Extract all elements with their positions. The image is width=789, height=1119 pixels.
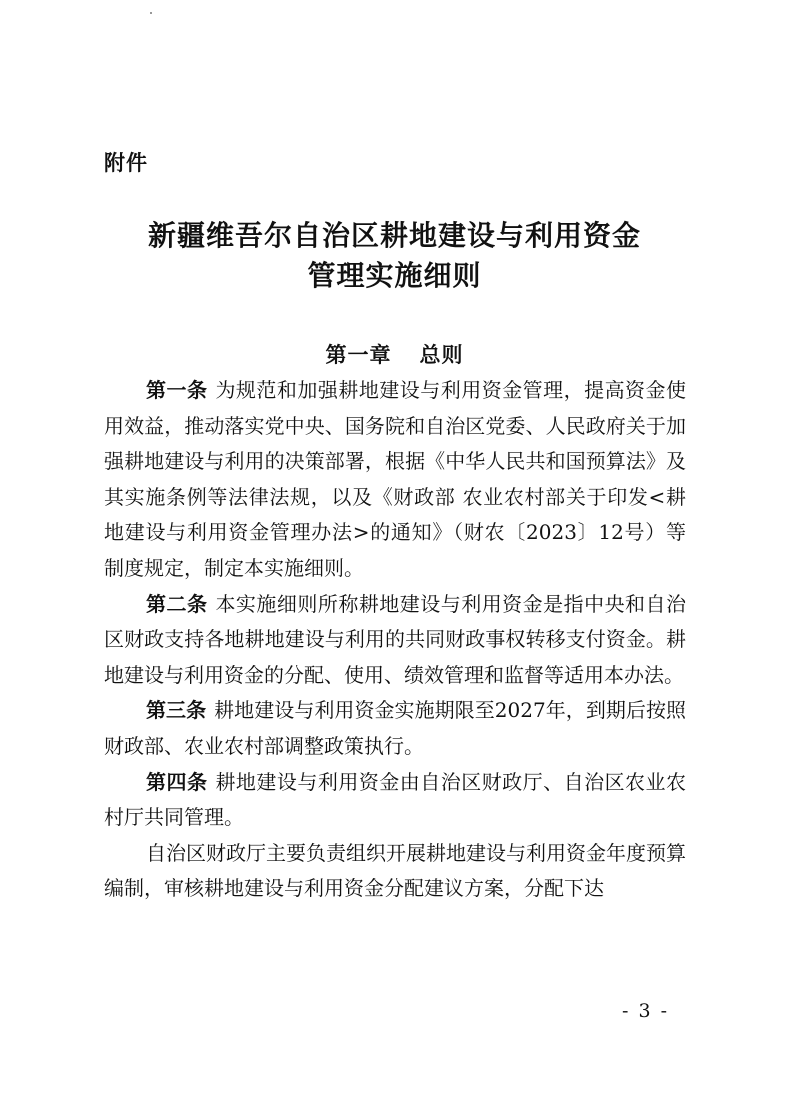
chapter-heading <box>60 339 729 369</box>
chapter-number: 第一章 <box>325 343 392 367</box>
article-paragraph <box>104 765 686 836</box>
document-title <box>60 216 729 296</box>
title-line-1: 新疆维吾尔自治区耕地建设与利用资金 <box>147 219 641 252</box>
article-paragraph <box>104 693 686 764</box>
article-number: 第二条 <box>146 591 208 616</box>
body-text <box>104 373 686 907</box>
title-line-2: 管理实施细则 <box>307 259 482 292</box>
attachment-label: 附件 <box>104 151 148 175</box>
article-paragraph <box>104 373 686 587</box>
scan-artifact-dot <box>150 12 152 14</box>
article-number: 第四条 <box>146 769 208 794</box>
article-text: 本实施细则所称耕地建设与利用资金是指中央和自治区财政支持各地耕地建设与利用的共同财政事权转移支付资金。耕地建设与利用资金的分配、使用、绩效管理和监督等适用本办法。 <box>104 591 687 687</box>
continuation-paragraph <box>104 836 686 907</box>
article-text: 耕地建设与利用资金实施期限至2027年，到期后按照财政部、农业农村部调整政策执行。 <box>104 698 686 758</box>
article-number: 第三条 <box>146 698 207 723</box>
article-number: 第一条 <box>146 378 208 402</box>
article-text: 为规范和加强耕地建设与利用资金管理，提高资金使用效益，推动落实党中央、国务院和自治区党委、人民政府关于加强耕地建设与利用的决策部署，根据《中华人民共和国预算法》及其实施条例等法律法规，以及《财政部 农业农村部关于印发<耕地建设与利用资金管理办法>的通知》（财农〔2023〕12号）等制度规定，制定本实施细则。 <box>104 378 687 580</box>
chapter-name: 总则 <box>419 343 464 367</box>
page-number: - 3 - <box>622 1000 670 1022</box>
article-text: 耕地建设与利用资金由自治区财政厅、自治区农业农村厅共同管理。 <box>104 769 687 830</box>
article-paragraph <box>104 587 686 694</box>
paragraph-text: 自治区财政厅主要负责组织开展耕地建设与利用资金年度预算编制，审核耕地建设与利用资金分配建议方案，分配下达 <box>104 840 686 901</box>
